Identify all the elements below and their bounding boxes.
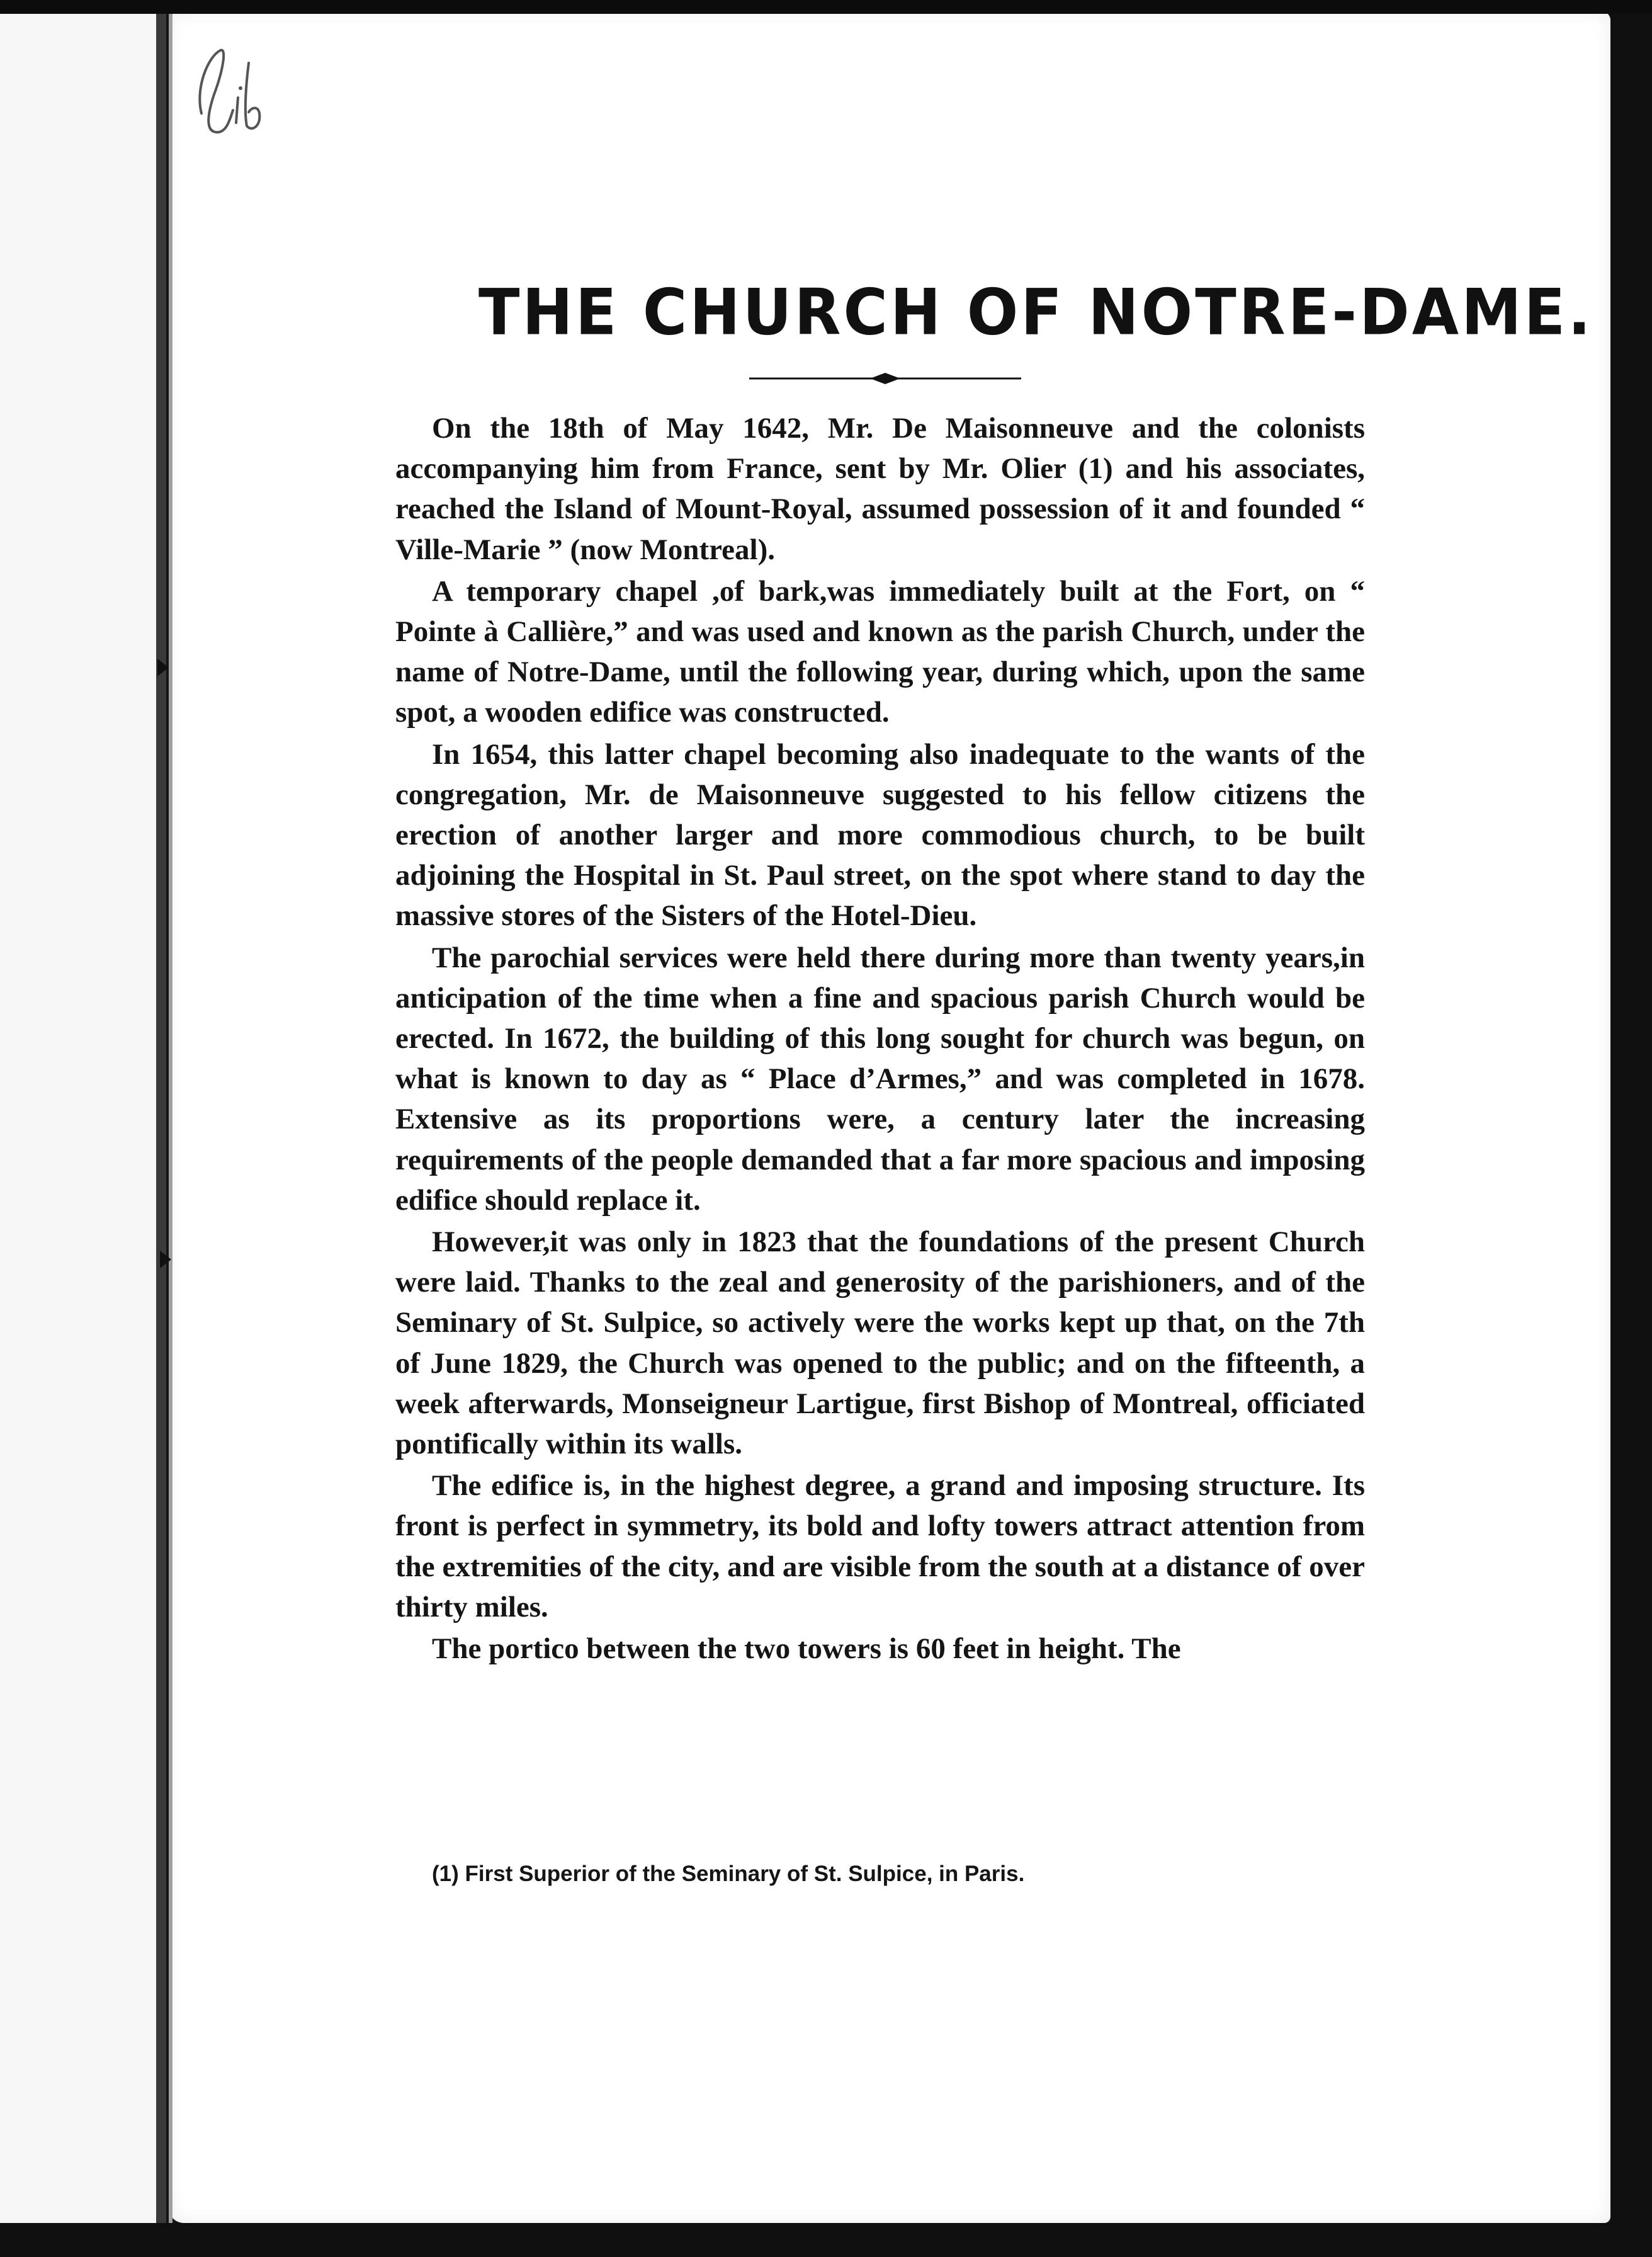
handwritten-note [189,38,271,145]
scan-border-bottom [0,2223,1652,2257]
page-title: THE CHURCH OF NOTRE-DAME. [478,275,1593,350]
paragraph: A temporary chapel ,of bark,was immediately built at the Fort, on “ Pointe à Callière,” and was used and known as the parish Church, under the name of Notre-Dame, until the following year, during which, upon the same spot, a wooden edifice was constructed. [395,574,1365,729]
title-ornament [747,369,1024,388]
page-margin-left [0,0,156,2257]
body-text [395,408,1365,1670]
binding-shadow [169,0,173,2257]
footnote: (1) First Superior of the Seminary of St. Sulpice, in Paris. [432,1862,1025,1886]
paragraph: The edifice is, in the highest degree, a grand and imposing structure. Its front is perfect in symmetry, its bold and lofty towers attract attention from the extremities of the city, and are visible from the south at a distance of over thirty miles. [395,1469,1365,1623]
paragraph: However,it was only in 1823 that the foundations of the present Church were laid. Thanks to the zeal and generosity of the parishioners, and of the Seminary of St. Sulpice, so actively were the works kept up that, on the 7th of June 1829, the Church was opened to the public; and on the fifteenth, a week afterwards, Monseigneur Lartigue, first Bishop of Montreal, officiated pontifically within its walls. [395,1225,1365,1461]
scan-border-right [1610,0,1652,2257]
paragraph: The portico between the two towers is 60 feet in height. The [432,1632,1181,1666]
scan-border-top [0,0,1652,14]
paragraph: On the 18th of May 1642, Mr. De Maisonneuve and the colonists accompanying him from France, sent by Mr. Olier (1) and his associates, reached the Island of Mount-Royal, assumed possession of it and founded “ Ville-Marie ” (now Montreal). [395,412,1365,566]
paragraph: The parochial services were held there during more than twenty years,in anticipation of the time when a fine and spacious parish Church would be erected. In 1672, the building of this long sought for church was begun, on what is known to day as “ Place d’Armes,” and was completed in 1678. Extensive as its proportions were, a century later the increasing requirements of the people demanded that a far more spacious and imposing edifice should replace it. [395,941,1365,1217]
binding-line [156,0,166,2257]
paragraph: In 1654, this latter chapel becoming also inadequate to the wants of the congregation, Mr. de Maisonneuve suggested to his fellow citizens the erection of another larger and more commodious church, to be built adjoining the Hospital in St. Paul street, on the spot where stand to day the massive stores of the Sisters of the Hotel-Dieu. [395,737,1365,933]
